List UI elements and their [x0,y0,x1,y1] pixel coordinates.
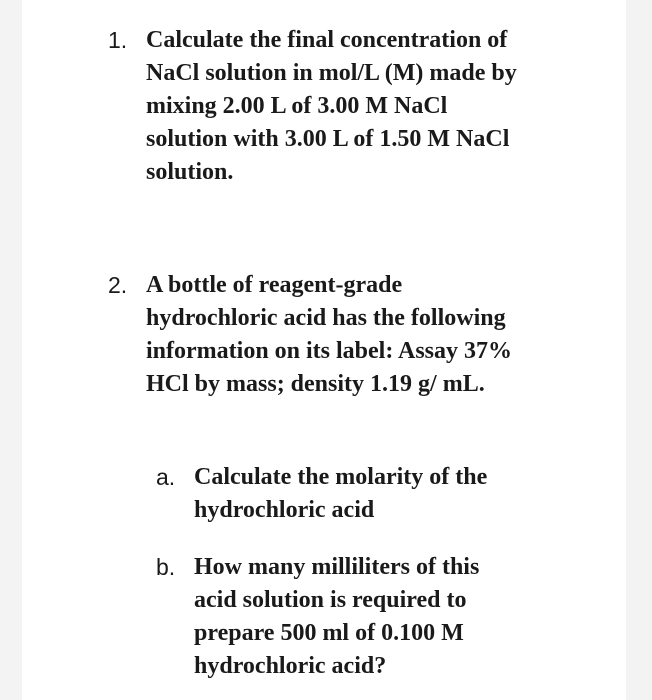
subpart-b-line: How many milliliters of this [194,554,480,580]
question-2-line: hydrochloric acid has the following [146,305,506,331]
question-2-number: 2. [108,272,128,298]
question-1-text [146,24,517,189]
subpart-a-letter: a. [156,464,176,490]
subpart-b-line: acid solution is required to [194,587,467,613]
question-1-line: mixing 2.00 L of 3.00 M NaCl [146,93,448,119]
subpart-a-text [194,461,487,527]
question-2-line: HCl by mass; density 1.19 g/ mL. [146,371,485,397]
question-2-line: information on its label: Assay 37% [146,338,513,364]
question-2-text [146,269,512,401]
subpart-b-letter: b. [156,554,176,580]
question-2-line: A bottle of reagent-grade [146,272,403,298]
question-1-line: Calculate the final concentration of [146,27,508,53]
question-1-line: solution. [146,159,234,185]
subpart-b-line: hydrochloric acid? [194,653,387,679]
question-1-line: solution with 3.00 L of 1.50 M NaCl [146,126,510,152]
subpart-b-line: prepare 500 ml of 0.100 M [194,620,464,646]
question-1-line: NaCl solution in mol/L (M) made by [146,60,517,86]
question-1-number: 1. [108,27,128,53]
subpart-b-text [194,551,479,683]
subpart-a-line: hydrochloric acid [194,497,375,523]
subpart-a-line: Calculate the molarity of the [194,464,488,490]
document-page [22,0,626,700]
